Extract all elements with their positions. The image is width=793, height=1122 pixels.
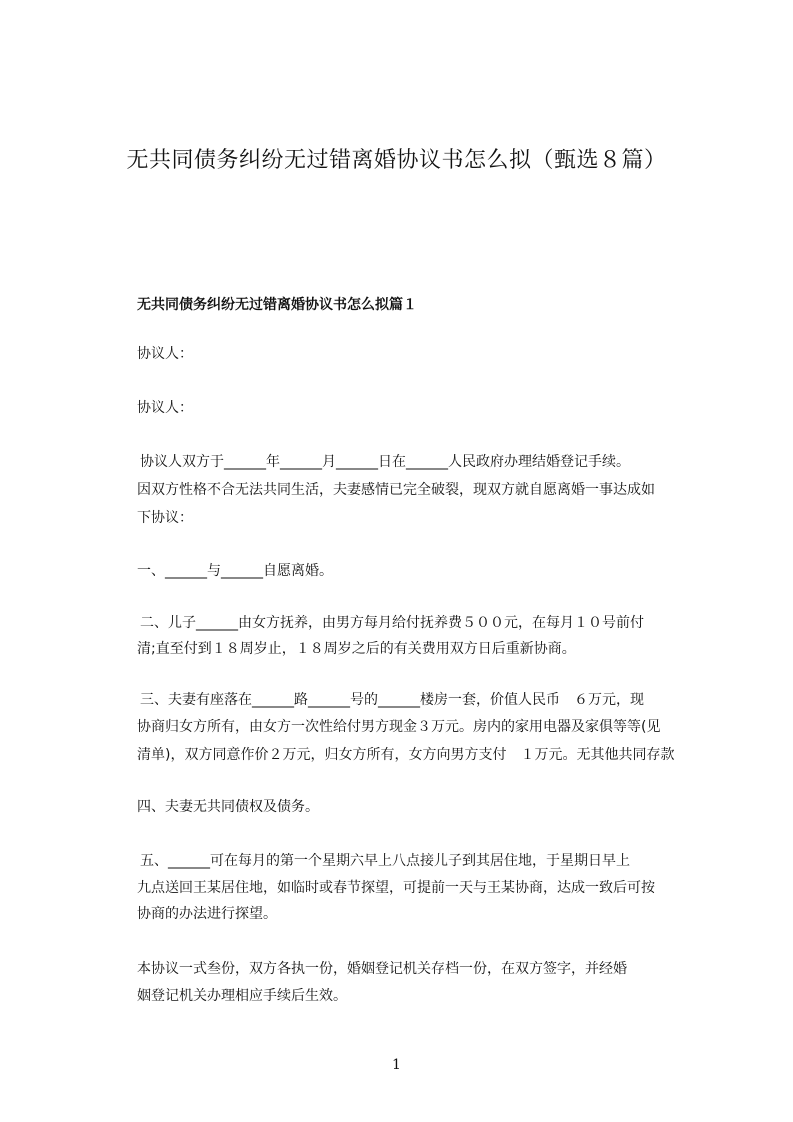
- intro-line-2: 因双方性格不合无法共同生活，夫妻感情已完全破裂，现双方就自愿离婚一事达成如: [137, 482, 655, 498]
- clause-1: 一、______与______自愿离婚。: [137, 563, 333, 579]
- clause-5-line-2: 九点送回王某居住地，如临时或春节探望，可提前一天与王某协商，达成一致后可按: [137, 880, 655, 896]
- closing-line-2: 姻登记机关办理相应手续后生效。: [137, 988, 347, 1004]
- party-line-1: 协议人：: [137, 346, 193, 362]
- clause-2-line-1: 二、儿子______由女方抚养，由男方每月给付抚养费５００元，在每月１０号前付: [140, 615, 644, 631]
- clause-5-line-1: 五、______可在每月的第一个星期六早上八点接儿子到其居住地，于星期日早上: [140, 853, 630, 869]
- closing-line-1: 本协议一式叁份，双方各执一份，婚姻登记机关存档一份，在双方签字，并经婚: [137, 961, 627, 977]
- clause-2-line-2: 清;直至付到１８周岁止，１８周岁之后的有关费用双方日后重新协商。: [137, 641, 576, 657]
- clause-5-line-3: 协商的办法进行探望。: [137, 906, 277, 922]
- intro-line-1: 协议人双方于______年______月______日在______人民政府办理结婚登记手续。: [140, 454, 630, 470]
- party-line-2: 协议人：: [137, 400, 193, 416]
- intro-line-3: 下协议：: [137, 510, 193, 526]
- clause-3-line-1: 三、夫妻有座落在______路______号的______楼房一套，价值人民币 ６万元，现: [140, 692, 644, 708]
- clause-4: 四、夫妻无共同债权及债务。: [137, 799, 319, 815]
- page-number: 1: [392, 1057, 401, 1073]
- clause-3-line-3: 清单)，双方同意作价２万元，归女方所有，女方向男方支付 １万元。无其他共同存款: [137, 747, 675, 763]
- document-title: 无共同债务纠纷无过错离婚协议书怎么拟（甄选８篇）: [126, 148, 667, 173]
- clause-3-line-2: 协商归女方所有，由女方一次性给付男方现金３万元。房内的家用电器及家俱等等(见: [137, 719, 661, 735]
- section-heading: 无共同债务纠纷无过错离婚协议书怎么拟篇１: [137, 297, 417, 313]
